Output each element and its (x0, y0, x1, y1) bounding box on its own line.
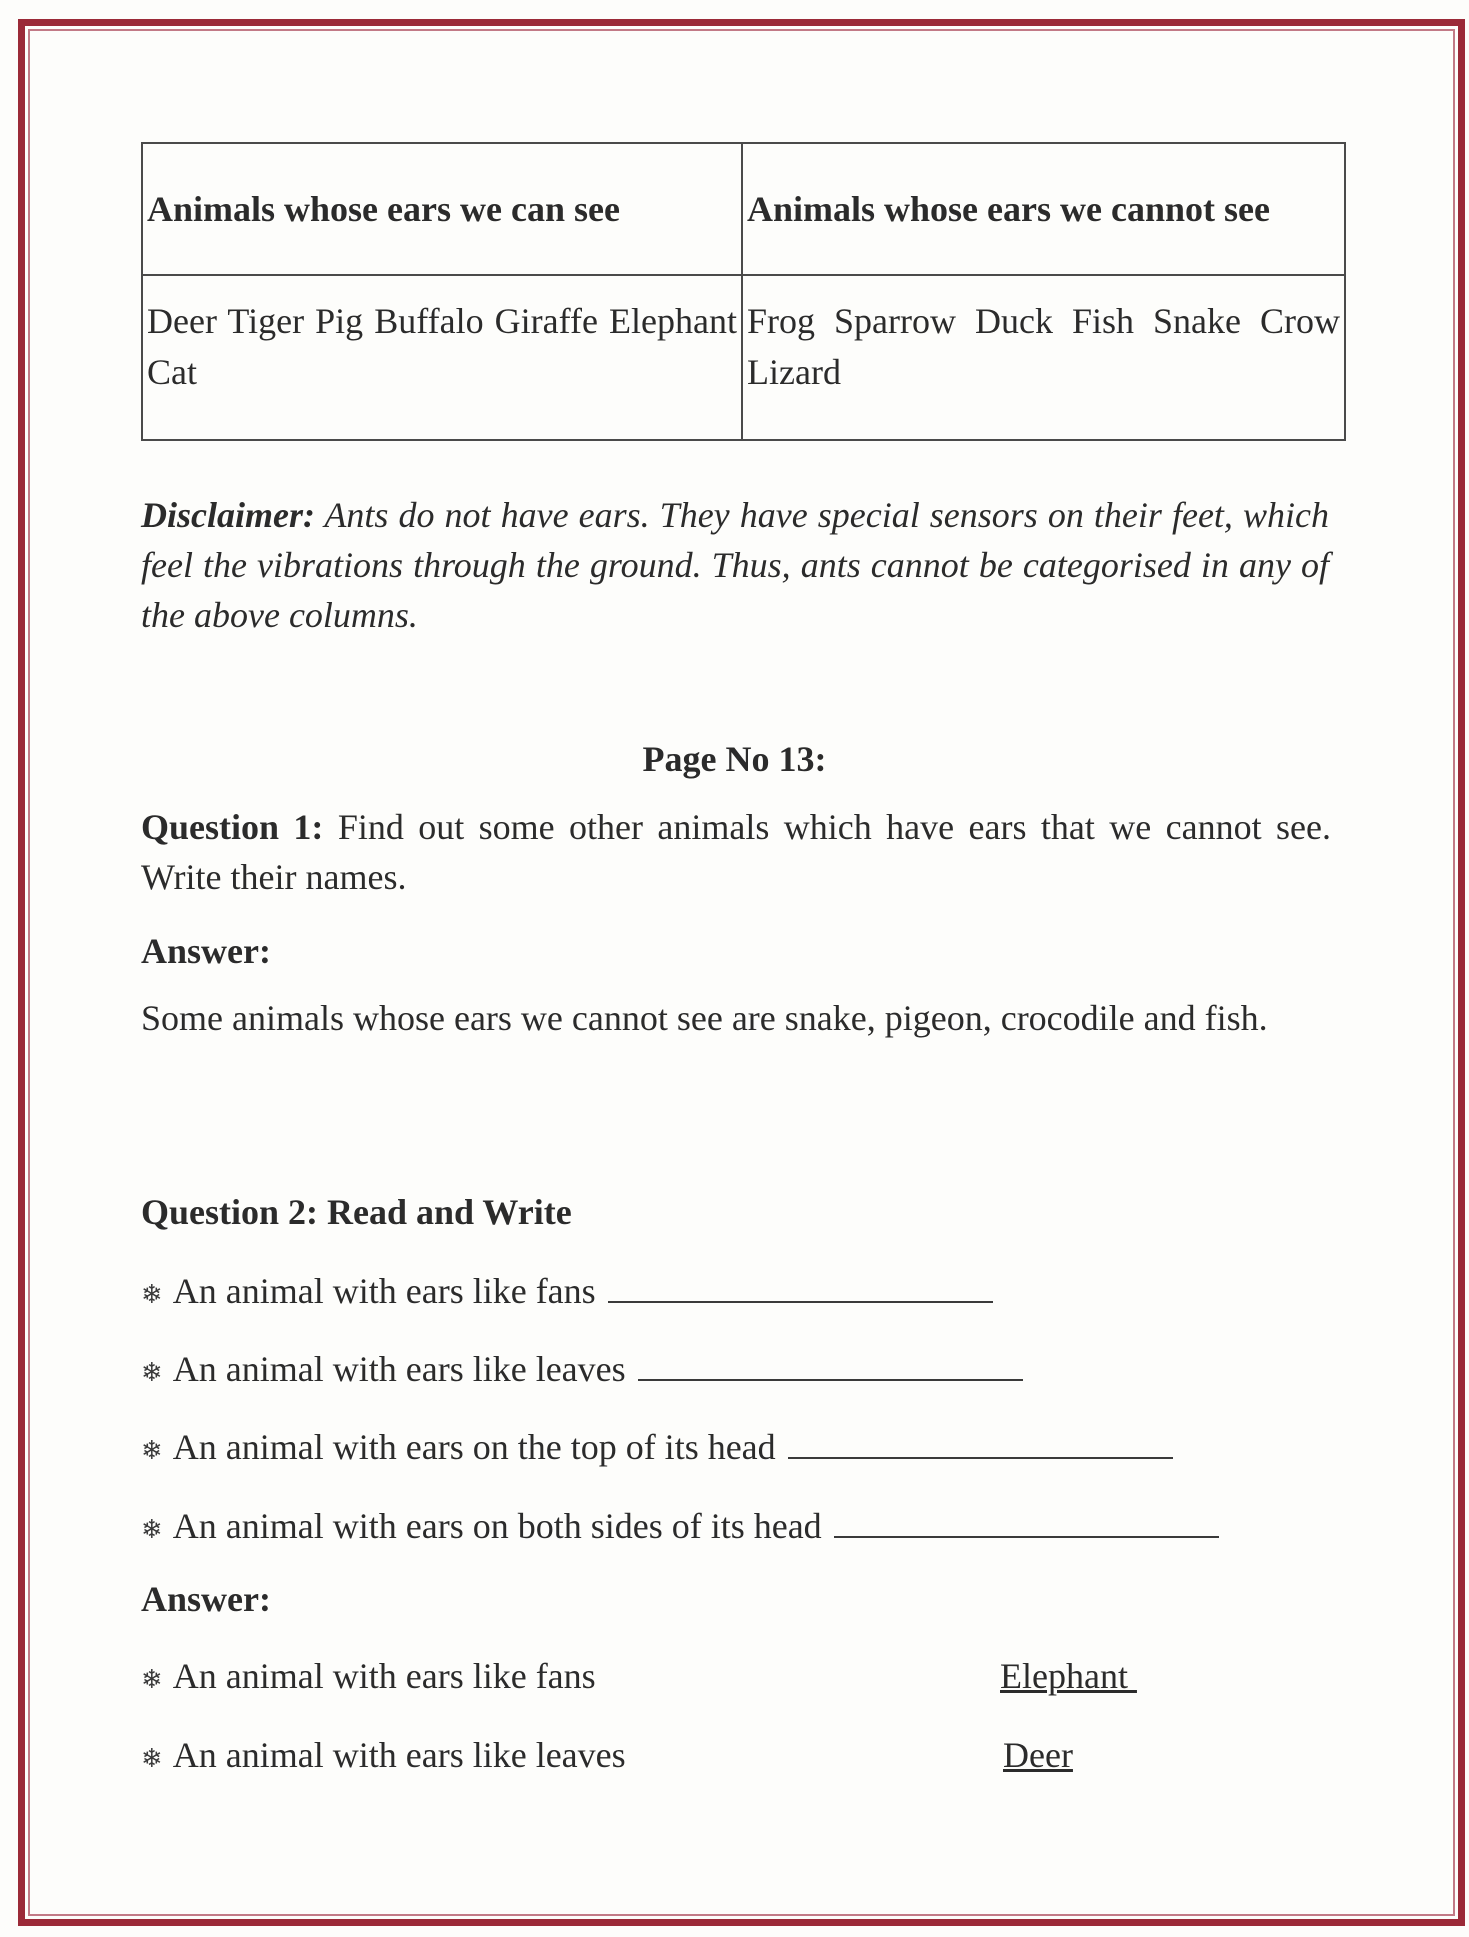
fill-in-blank-line[interactable] (834, 1535, 1219, 1538)
snowflake-bullet-icon: ❄ (141, 1358, 163, 1388)
question-2-title: Question 2: Read and Write (141, 1192, 572, 1232)
disclaimer-text: Ants do not have ears. They have special sensors on their feet, which feel the vibrations through the ground. Thus, ants cannot be categorised in any of the above columns. (141, 495, 1329, 635)
question-2-item (141, 1270, 993, 1312)
snowflake-bullet-icon: ❄ (141, 1280, 163, 1310)
animals-ears-table (141, 142, 1346, 441)
question-2-item-text: An animal with ears on both sides of its head (172, 1506, 822, 1546)
question-2-item (141, 1426, 1173, 1468)
question-2-item-text: An animal with ears on the top of its head (172, 1427, 776, 1467)
answer-item-value: Elephant (1000, 1656, 1137, 1696)
snowflake-bullet-icon: ❄ (141, 1744, 163, 1774)
table-header-hidden-ears: Animals whose ears we cannot see (742, 143, 1345, 275)
question-2-answer-label: Answer: (141, 1579, 271, 1619)
answer-item (141, 1734, 626, 1776)
disclaimer-paragraph (141, 490, 1329, 640)
table-row (142, 275, 1345, 440)
question-1-answer-label: Answer: (141, 931, 271, 971)
question-2-item (141, 1505, 1219, 1547)
question-1 (141, 802, 1331, 902)
table-cell-visible-ears: Deer Tiger Pig Buffalo Giraffe Elephant Cat (142, 275, 742, 440)
question-2-item-text: An animal with ears like fans (172, 1271, 596, 1311)
fill-in-blank-line[interactable] (788, 1456, 1173, 1459)
answer-item-prompt: An animal with ears like leaves (172, 1735, 626, 1775)
disclaimer-label: Disclaimer: (141, 495, 315, 535)
fill-in-blank-line[interactable] (638, 1378, 1023, 1381)
fill-in-blank-line[interactable] (608, 1300, 993, 1303)
snowflake-bullet-icon: ❄ (141, 1665, 163, 1695)
answer-item-value: Deer (1003, 1735, 1073, 1775)
answer-item (141, 1655, 596, 1697)
question-2-item (141, 1348, 1023, 1390)
table-cell-hidden-ears: Frog Sparrow Duck Fish Snake Crow Lizard (742, 275, 1345, 440)
question-1-answer-text: Some animals whose ears we cannot see are snake, pigeon, crocodile and fish. (141, 998, 1268, 1038)
page-heading: Page No 13: (642, 739, 827, 779)
snowflake-bullet-icon: ❄ (141, 1436, 163, 1466)
question-1-text: Find out some other animals which have ears that we cannot see. Write their names. (141, 807, 1332, 897)
question-2-item-text: An animal with ears like leaves (172, 1349, 626, 1389)
answer-item-prompt: An animal with ears like fans (172, 1656, 596, 1696)
snowflake-bullet-icon: ❄ (141, 1515, 163, 1545)
table-header-visible-ears: Animals whose ears we can see (142, 143, 742, 275)
table-header-row (142, 143, 1345, 275)
question-1-label: Question 1: (141, 807, 324, 847)
